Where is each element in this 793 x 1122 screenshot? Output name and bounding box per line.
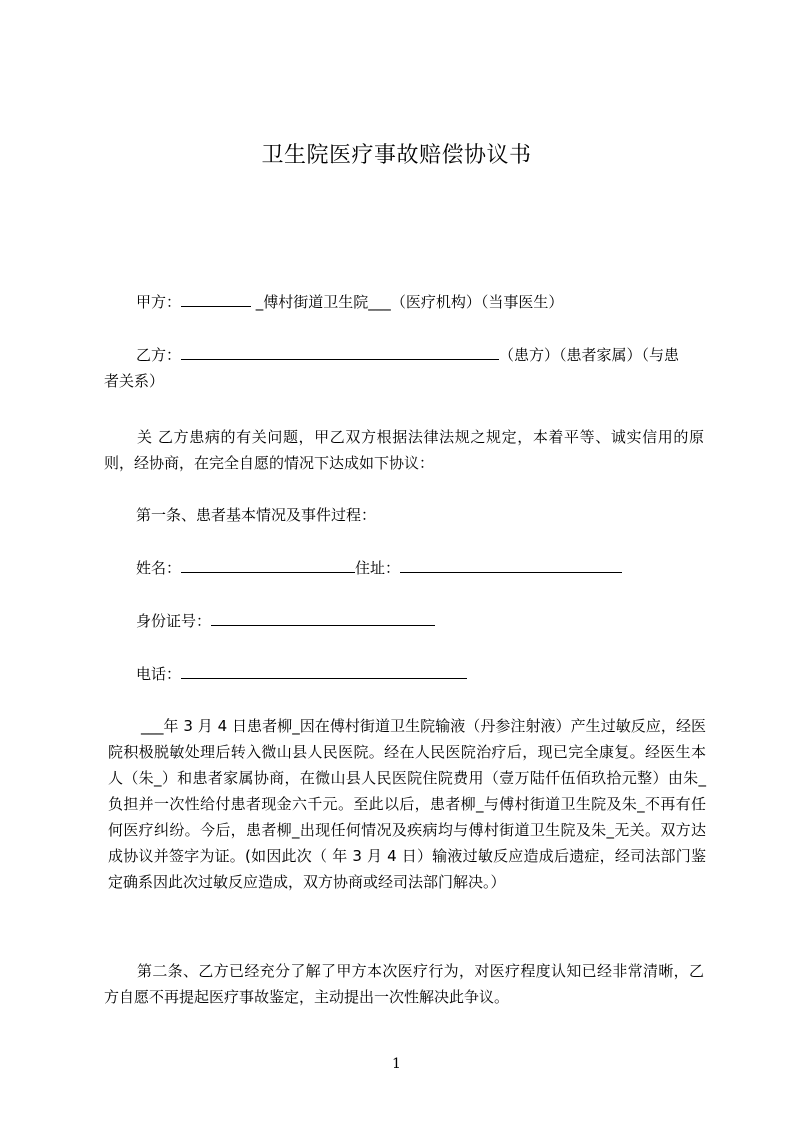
party-a-suffix: （医疗机构）（当事医生） — [390, 293, 564, 311]
article-1-title: 第一条、患者基本情况及事件过程： — [136, 506, 377, 524]
name-label: 姓名： — [136, 559, 182, 577]
party-a-blank — [181, 291, 251, 307]
address-label: 住址： — [355, 559, 401, 577]
id-line — [136, 609, 736, 633]
name-address-line — [136, 556, 736, 580]
party-b-line — [136, 343, 706, 367]
article-2-paragraph: 第二条、乙方已经充分了解了甲方本次医疗行为，对医疗程度认知已经非常清晰，乙方自愿不再提起医疗事故鉴定，主动提出一次性解决此争议。 — [104, 962, 704, 1006]
party-a-label: 甲方： — [136, 293, 182, 311]
party-b-suffix-2: 者关系） — [104, 372, 165, 390]
id-label: 身份证号： — [136, 612, 212, 630]
party-b-blank — [181, 344, 499, 360]
address-blank — [400, 557, 622, 573]
document-title: 卫生院医疗事故赔偿协议书 — [261, 143, 532, 168]
id-blank — [211, 610, 435, 626]
party-b-line-2 — [104, 369, 704, 393]
intro-paragraph: 关 乙方患病的有关问题，甲乙双方根据法律法规之规定，本着平等、诚实信用的原则，经协商，在完全自愿的情况下达成如下协议： — [104, 428, 704, 472]
name-blank — [181, 557, 355, 573]
page-number: 1 — [392, 1056, 401, 1072]
party-a-institution: _傅村街道卫生院___ — [255, 293, 391, 311]
phone-line — [136, 662, 736, 686]
party-b-label: 乙方： — [136, 346, 182, 364]
party-a-line — [136, 290, 736, 314]
party-b-suffix-1: （患方）（患者家属）（与患 — [499, 346, 680, 364]
event-paragraph: ___年 3 月 4 日患者柳_因在傅村街道卫生院输液（丹参注射液）产生过敏反应，经医院积极脱敏处理后转入微山县人民医院。经在人民医院治疗后，现已完全康复。经医生本人（朱_）和患者家属协商，在微山县人民医院住院费用（壹万陆仟伍佰玖拾元整）由朱_负担并一次性给付患者现金六千元。至此以后，患者柳_与傅村街道卫生院及朱_不再有任何医疗纠纷。今后，患者柳_出现任何情况及疾病均与傅村街道卫生院及朱_无关。双方达成协议并签字为证。(如因此次（ 年 3 月 4 日）输液过敏反应造成后遗症，经司法部门鉴定确系因此次过敏反应造成，双方协商或经司法部门解决。） — [108, 717, 706, 891]
phone-label: 电话： — [136, 665, 182, 683]
phone-blank — [181, 663, 467, 679]
